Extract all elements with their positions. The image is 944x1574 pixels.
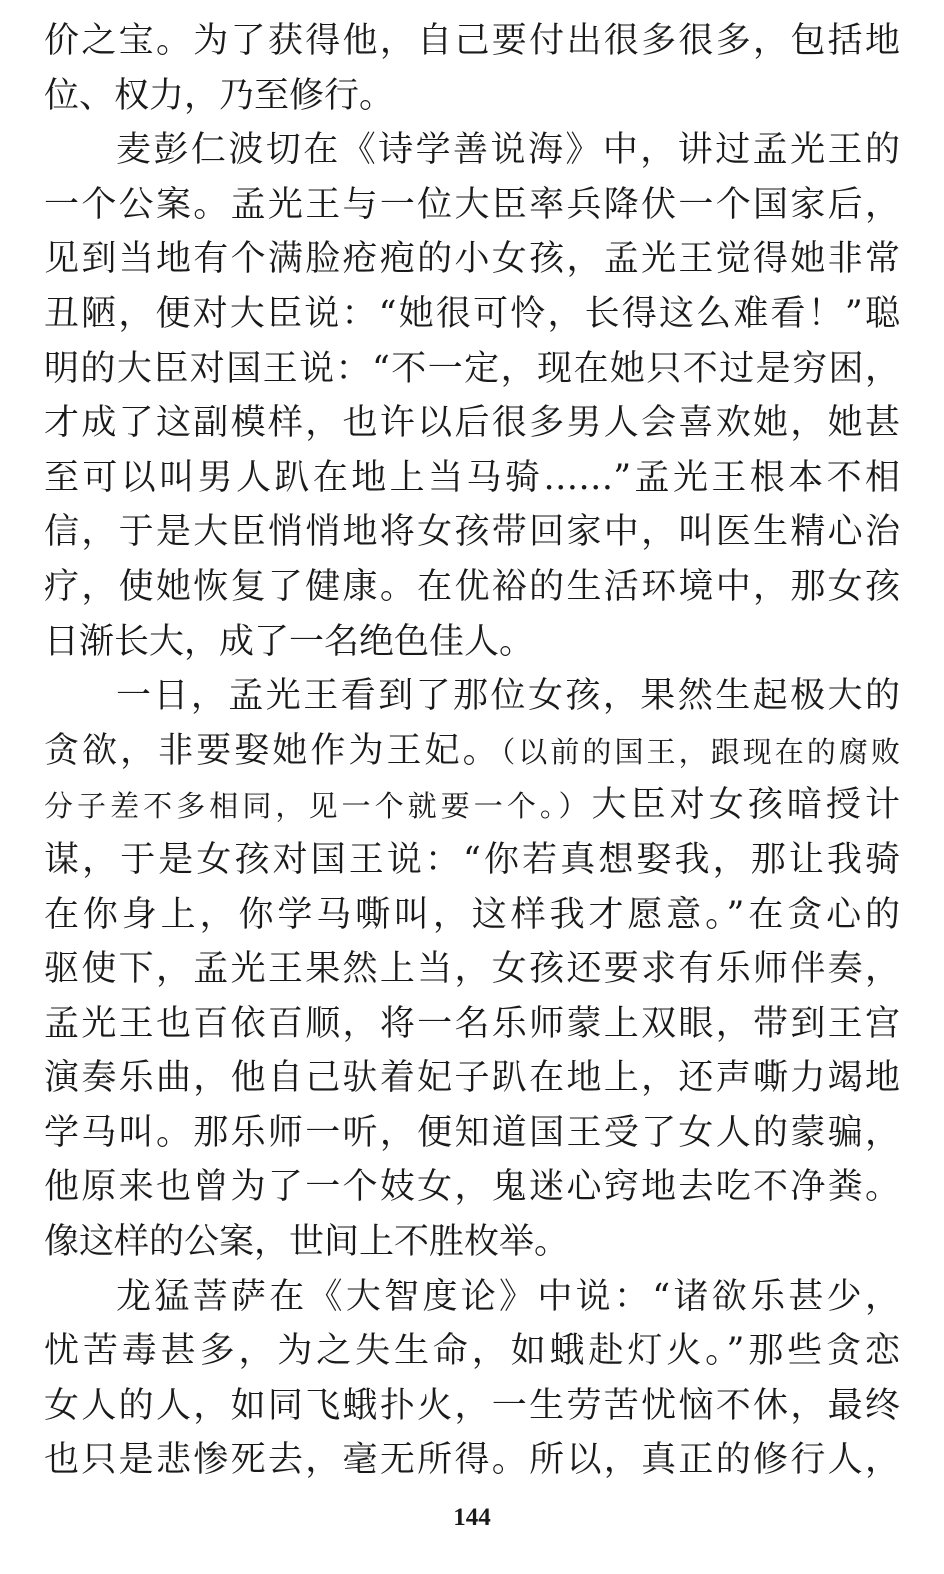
text-line: 麦彭仁波切在《诗学善说海》中，讲过孟光王的 bbox=[116, 130, 900, 171]
parenthetical-note: （以前的国王，跟现在的腐败 bbox=[500, 734, 900, 769]
text-line: 见到当地有个满脸疮疱的小女孩，孟光王觉得她非常 bbox=[44, 239, 900, 280]
text-line: 他原来也曾为了一个妓女，鬼迷心窍地去吃不净粪。 bbox=[44, 1167, 900, 1208]
text-segment: 贪欲，非要娶她作为王妃。 bbox=[44, 730, 501, 771]
text-line: 丑陋，便对大臣说：“她很可怜，长得这么难看！”聪 bbox=[44, 293, 900, 334]
text-line: 明的大臣对国王说：“不一定，现在她只不过是穷困， bbox=[44, 348, 900, 389]
body-text bbox=[44, 14, 900, 1488]
text-line: 一日，孟光王看到了那位女孩，果然生起极大的 bbox=[116, 676, 900, 717]
text-line: 价之宝。为了获得他，自己要付出很多很多，包括地 bbox=[44, 21, 900, 61]
text-line: 位、权力，乃至修行。 bbox=[44, 75, 395, 116]
text-line: 像这样的公案，世间上不胜枚举。 bbox=[44, 1222, 570, 1263]
page-number: 144 bbox=[453, 1504, 491, 1531]
text-line: 至可以叫男人趴在地上当马骑……”孟光王根本不相 bbox=[44, 457, 900, 498]
text-line: 才成了这副模样，也许以后很多男人会喜欢她，她甚 bbox=[44, 403, 900, 444]
text-line bbox=[44, 724, 900, 779]
text-line: 龙猛菩萨在《大智度论》中说：“诸欲乐甚少， bbox=[116, 1276, 900, 1317]
text-line: 驱使下，孟光王果然上当，女孩还要求有乐师伴奏， bbox=[44, 949, 900, 990]
text-line: 演奏乐曲，他自己驮着妃子趴在地上，还声嘶力竭地 bbox=[44, 1058, 900, 1099]
text-line: 疗，使她恢复了健康。在优裕的生活环境中，那女孩 bbox=[44, 566, 900, 607]
text-line: 忧苦毒甚多，为之失生命，如蛾赴灯火。”那些贪恋 bbox=[44, 1331, 900, 1372]
text-line: 学马叫。那乐师一听，便知道国王受了女人的蒙骗， bbox=[44, 1112, 900, 1153]
text-line: 日渐长大，成了一名绝色佳人。 bbox=[44, 621, 535, 662]
text-line bbox=[44, 778, 900, 833]
text-line: 谋，于是女孩对国王说：“你若真想娶我，那让我骑 bbox=[44, 839, 900, 880]
text-line: 在你身上，你学马嘶叫，这样我才愿意。”在贪心的 bbox=[44, 894, 900, 935]
text-line: 女人的人，如同飞蛾扑火，一生劳苦忧恼不休，最终 bbox=[44, 1385, 900, 1426]
text-line: 信，于是大臣悄悄地将女孩带回家中，叫医生精心治 bbox=[44, 512, 900, 553]
text-line: 孟光王也百依百顺，将一名乐师蒙上双眼，带到王宫 bbox=[44, 1003, 900, 1044]
text-segment: 大臣对女孩暗授计 bbox=[591, 785, 900, 826]
text-line: 也只是悲惨死去，毫无所得。所以，真正的修行人， bbox=[44, 1440, 900, 1481]
text-line: 一个公案。孟光王与一位大臣率兵降伏一个国家后， bbox=[44, 184, 900, 225]
parenthetical-note: 分子差不多相同，见一个就要一个。） bbox=[44, 789, 592, 824]
